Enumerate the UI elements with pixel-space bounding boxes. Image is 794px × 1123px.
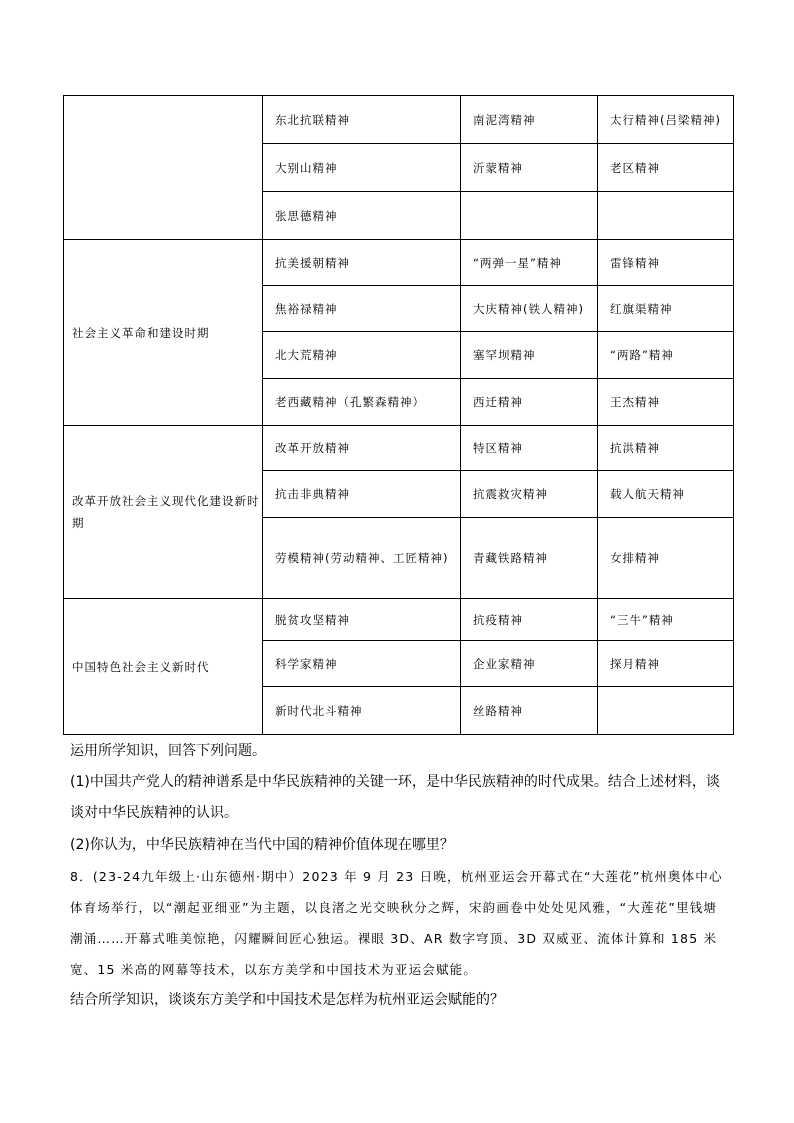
spirit-cell: 太行精神(吕梁精神) <box>598 96 734 144</box>
spirit-cell: 脱贫攻坚精神 <box>263 599 461 641</box>
spirit-cell: 劳模精神(劳动精神、工匠精神) <box>263 518 461 599</box>
spirit-cell: 企业家精神 <box>461 641 598 687</box>
spirit-cell: 载人航天精神 <box>598 471 734 518</box>
spirit-cell: 王杰精神 <box>598 379 734 426</box>
spirit-cell: “两路”精神 <box>598 332 734 379</box>
item-8-question: 结合所学知识，谈谈东方美学和中国技术是怎样为杭州亚运会赋能的？ <box>70 992 504 1008</box>
spirit-cell: “两弹一星”精神 <box>461 240 598 286</box>
spirit-cell: 特区精神 <box>461 426 598 471</box>
spirit-cell: 焦裕禄精神 <box>263 286 461 332</box>
table-row <box>64 599 734 641</box>
spirit-cell: 雷锋精神 <box>598 240 734 286</box>
spirit-cell: 红旗渠精神 <box>598 286 734 332</box>
spirit-cell: 北大荒精神 <box>263 332 461 379</box>
spirit-cell <box>598 192 734 240</box>
spirit-cell <box>461 192 598 240</box>
spirit-cell: 女排精神 <box>598 518 734 599</box>
spirit-cell: 改革开放精神 <box>263 426 461 471</box>
era-cell: 改革开放社会主义现代化建设新时期 <box>64 426 263 599</box>
spirit-cell <box>598 687 734 735</box>
spirit-cell: 大别山精神 <box>263 144 461 192</box>
spirit-cell: “三牛”精神 <box>598 599 734 641</box>
question-1: (1)中国共产党人的精神谱系是中华民族精神的关键一环，是中华民族精神的时代成果。结合上述材料，谈谈对中华民族精神的认识。 <box>70 774 720 821</box>
spirit-cell: 抗美援朝精神 <box>263 240 461 286</box>
era-cell <box>64 96 263 240</box>
spirit-cell: 科学家精神 <box>263 641 461 687</box>
table-row <box>64 240 734 286</box>
item-8-material: 8．(23-24九年级上·山东德州·期中）2023 年 9 月 23 日晚，杭州亚运会开幕式在“大莲花”杭州奥体中心体育场举行，以“潮起亚细亚”为主题，以良渚之光交映秋分之辉，宋韵画卷中处处见风雅，“大莲花”里钱塘潮涌……开幕式唯美惊艳，闪耀瞬间匠心独运。裸眼 3D、AR 数字穹顶、3D 双威亚、流体计算和 185 米宽、15 米高的网幕等技术，以东方美学和中国技术为亚运会赋能。 <box>70 869 723 977</box>
spirit-cell: 抗洪精神 <box>598 426 734 471</box>
spirit-cell: 抗疫精神 <box>461 599 598 641</box>
intro-text: 运用所学知识，回答下列问题。 <box>70 743 266 759</box>
spirit-cell: 南泥湾精神 <box>461 96 598 144</box>
spirit-cell: 抗击非典精神 <box>263 471 461 518</box>
spirit-cell: 大庆精神(铁人精神) <box>461 286 598 332</box>
spirit-cell: 青藏铁路精神 <box>461 518 598 599</box>
spirit-cell: 沂蒙精神 <box>461 144 598 192</box>
spirit-cell: 抗震救灾精神 <box>461 471 598 518</box>
spirit-cell: 老区精神 <box>598 144 734 192</box>
spirit-table <box>63 95 734 735</box>
table-row <box>64 426 734 471</box>
spirit-cell: 东北抗联精神 <box>263 96 461 144</box>
era-cell: 中国特色社会主义新时代 <box>64 599 263 735</box>
spirit-cell: 丝路精神 <box>461 687 598 735</box>
spirit-cell: 塞罕坝精神 <box>461 332 598 379</box>
question-2: (2)你认为，中华民族精神在当代中国的精神价值体现在哪里？ <box>70 837 454 853</box>
spirit-cell: 张思德精神 <box>263 192 461 240</box>
spirit-cell: 老西藏精神（孔繁森精神） <box>263 379 461 426</box>
spirit-cell: 探月精神 <box>598 641 734 687</box>
era-cell: 社会主义革命和建设时期 <box>64 240 263 426</box>
table-row <box>64 96 734 144</box>
spirit-cell: 新时代北斗精神 <box>263 687 461 735</box>
spirit-cell: 西迁精神 <box>461 379 598 426</box>
